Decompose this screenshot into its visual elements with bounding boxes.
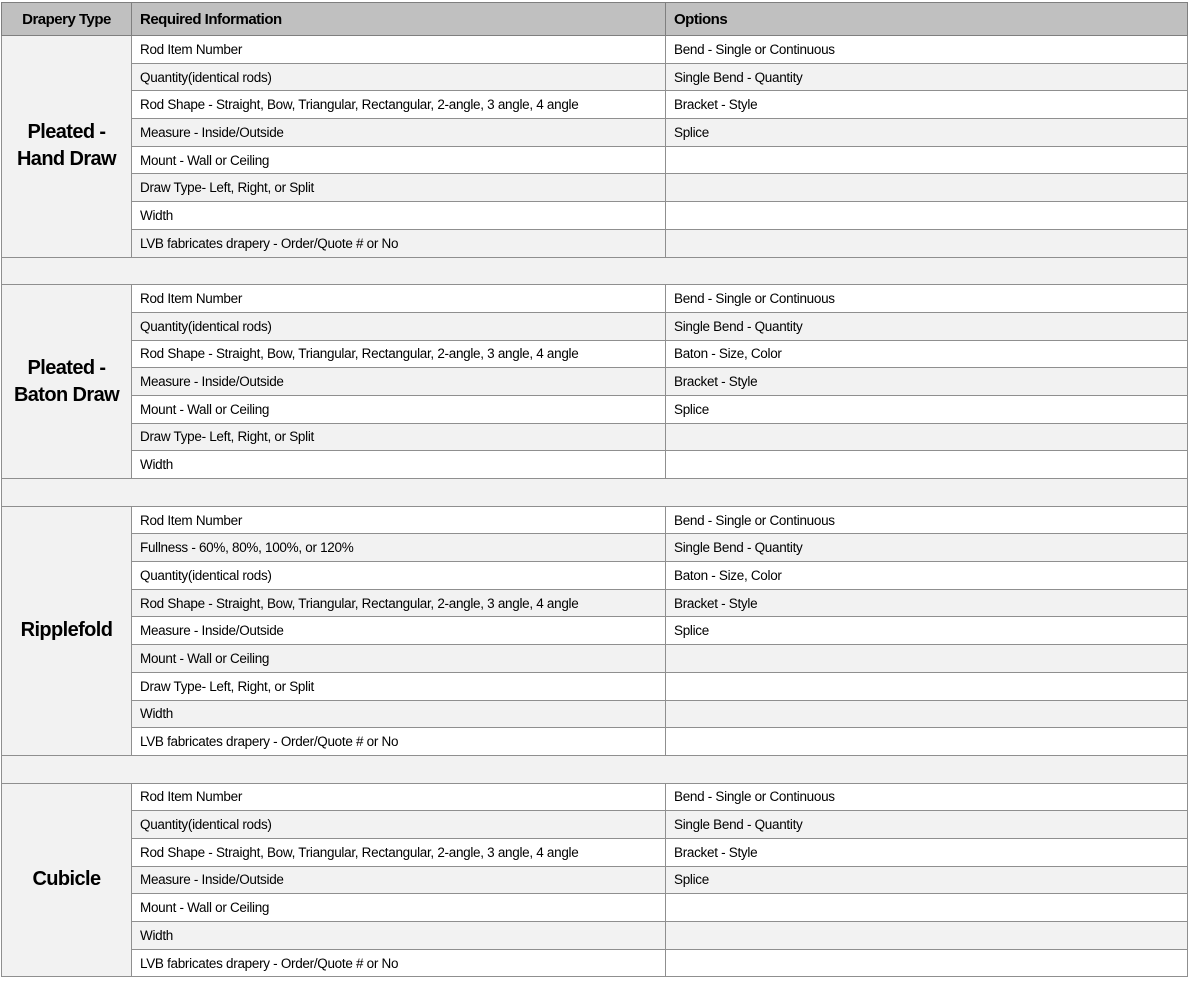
option-cell: Baton - Size, Color bbox=[666, 340, 1188, 368]
required-info-cell: Width bbox=[132, 700, 666, 728]
table-row bbox=[2, 645, 1188, 673]
table-row bbox=[2, 894, 1188, 922]
group-spacer-cell bbox=[2, 479, 1188, 507]
table-row bbox=[2, 617, 1188, 645]
table-row bbox=[2, 91, 1188, 119]
required-info-cell: Mount - Wall or Ceiling bbox=[132, 146, 666, 174]
table-row bbox=[2, 146, 1188, 174]
required-info-cell: Measure - Inside/Outside bbox=[132, 617, 666, 645]
table-row bbox=[2, 395, 1188, 423]
option-cell: Bracket - Style bbox=[666, 368, 1188, 396]
option-cell bbox=[666, 174, 1188, 202]
required-info-cell: Mount - Wall or Ceiling bbox=[132, 894, 666, 922]
required-info-cell: Rod Shape - Straight, Bow, Triangular, Rectangular, 2-angle, 3 angle, 4 angle bbox=[132, 340, 666, 368]
required-info-cell: Quantity(identical rods) bbox=[132, 312, 666, 340]
table-row bbox=[2, 562, 1188, 590]
table-row bbox=[2, 534, 1188, 562]
drapery-requirements-table bbox=[1, 2, 1188, 977]
table-row bbox=[2, 949, 1188, 977]
required-info-cell: Rod Item Number bbox=[132, 506, 666, 534]
table-row bbox=[2, 589, 1188, 617]
header-row bbox=[2, 3, 1188, 36]
required-info-cell: Quantity(identical rods) bbox=[132, 562, 666, 590]
required-info-cell: Rod Shape - Straight, Bow, Triangular, Rectangular, 2-angle, 3 angle, 4 angle bbox=[132, 589, 666, 617]
option-cell bbox=[666, 700, 1188, 728]
required-info-cell: Width bbox=[132, 202, 666, 230]
option-cell: Splice bbox=[666, 119, 1188, 147]
option-cell bbox=[666, 672, 1188, 700]
table-row bbox=[2, 368, 1188, 396]
option-cell: Bracket - Style bbox=[666, 91, 1188, 119]
option-cell bbox=[666, 728, 1188, 756]
table-row bbox=[2, 728, 1188, 756]
option-cell bbox=[666, 894, 1188, 922]
option-cell: Splice bbox=[666, 617, 1188, 645]
option-cell: Bend - Single or Continuous bbox=[666, 506, 1188, 534]
table-row bbox=[2, 63, 1188, 91]
table-row bbox=[2, 36, 1188, 64]
header-drapery-type: Drapery Type bbox=[2, 3, 132, 36]
option-cell: Splice bbox=[666, 395, 1188, 423]
drapery-type-cell: Ripplefold bbox=[2, 506, 132, 755]
drapery-type-cell: Pleated - Baton Draw bbox=[2, 285, 132, 479]
option-cell: Bend - Single or Continuous bbox=[666, 783, 1188, 811]
required-info-cell: Mount - Wall or Ceiling bbox=[132, 395, 666, 423]
option-cell: Bracket - Style bbox=[666, 838, 1188, 866]
required-info-cell: LVB fabricates drapery - Order/Quote # or No bbox=[132, 229, 666, 257]
option-cell bbox=[666, 451, 1188, 479]
required-info-cell: Rod Item Number bbox=[132, 36, 666, 64]
option-cell: Bracket - Style bbox=[666, 589, 1188, 617]
required-info-cell: Mount - Wall or Ceiling bbox=[132, 645, 666, 673]
table-row bbox=[2, 811, 1188, 839]
table-row bbox=[2, 922, 1188, 950]
group-spacer-row bbox=[2, 755, 1188, 783]
option-cell bbox=[666, 949, 1188, 977]
required-info-cell: LVB fabricates drapery - Order/Quote # or No bbox=[132, 949, 666, 977]
required-info-cell: Quantity(identical rods) bbox=[132, 63, 666, 91]
table-row bbox=[2, 866, 1188, 894]
table-row bbox=[2, 312, 1188, 340]
required-info-cell: Measure - Inside/Outside bbox=[132, 368, 666, 396]
required-info-cell: Width bbox=[132, 922, 666, 950]
group-spacer-row bbox=[2, 479, 1188, 507]
option-cell: Baton - Size, Color bbox=[666, 562, 1188, 590]
option-cell: Single Bend - Quantity bbox=[666, 534, 1188, 562]
required-info-cell: Draw Type- Left, Right, or Split bbox=[132, 174, 666, 202]
table-row bbox=[2, 423, 1188, 451]
option-cell: Single Bend - Quantity bbox=[666, 811, 1188, 839]
required-info-cell: Width bbox=[132, 451, 666, 479]
table-row bbox=[2, 229, 1188, 257]
table-header bbox=[2, 3, 1188, 36]
option-cell bbox=[666, 922, 1188, 950]
option-cell bbox=[666, 423, 1188, 451]
table-row bbox=[2, 700, 1188, 728]
table-row bbox=[2, 506, 1188, 534]
option-cell: Single Bend - Quantity bbox=[666, 63, 1188, 91]
drapery-type-cell: Pleated - Hand Draw bbox=[2, 36, 132, 258]
required-info-cell: Rod Shape - Straight, Bow, Triangular, Rectangular, 2-angle, 3 angle, 4 angle bbox=[132, 838, 666, 866]
table-row bbox=[2, 285, 1188, 313]
drapery-type-cell: Cubicle bbox=[2, 783, 132, 977]
table-body bbox=[2, 36, 1188, 977]
table-row bbox=[2, 202, 1188, 230]
table-row bbox=[2, 451, 1188, 479]
required-info-cell: Draw Type- Left, Right, or Split bbox=[132, 423, 666, 451]
required-info-cell: Quantity(identical rods) bbox=[132, 811, 666, 839]
required-info-cell: Rod Shape - Straight, Bow, Triangular, Rectangular, 2-angle, 3 angle, 4 angle bbox=[132, 91, 666, 119]
required-info-cell: LVB fabricates drapery - Order/Quote # or No bbox=[132, 728, 666, 756]
required-info-cell: Measure - Inside/Outside bbox=[132, 866, 666, 894]
table-row bbox=[2, 783, 1188, 811]
required-info-cell: Draw Type- Left, Right, or Split bbox=[132, 672, 666, 700]
required-info-cell: Measure - Inside/Outside bbox=[132, 119, 666, 147]
table-row bbox=[2, 174, 1188, 202]
group-spacer-cell bbox=[2, 257, 1188, 285]
option-cell bbox=[666, 645, 1188, 673]
header-options: Options bbox=[666, 3, 1188, 36]
required-info-cell: Fullness - 60%, 80%, 100%, or 120% bbox=[132, 534, 666, 562]
required-info-cell: Rod Item Number bbox=[132, 783, 666, 811]
header-required-information: Required Information bbox=[132, 3, 666, 36]
group-spacer-cell bbox=[2, 755, 1188, 783]
option-cell: Bend - Single or Continuous bbox=[666, 36, 1188, 64]
table-row bbox=[2, 672, 1188, 700]
option-cell: Bend - Single or Continuous bbox=[666, 285, 1188, 313]
option-cell bbox=[666, 146, 1188, 174]
table-row bbox=[2, 340, 1188, 368]
table-row bbox=[2, 119, 1188, 147]
table-row bbox=[2, 838, 1188, 866]
required-info-cell: Rod Item Number bbox=[132, 285, 666, 313]
option-cell bbox=[666, 229, 1188, 257]
option-cell: Single Bend - Quantity bbox=[666, 312, 1188, 340]
group-spacer-row bbox=[2, 257, 1188, 285]
option-cell bbox=[666, 202, 1188, 230]
option-cell: Splice bbox=[666, 866, 1188, 894]
